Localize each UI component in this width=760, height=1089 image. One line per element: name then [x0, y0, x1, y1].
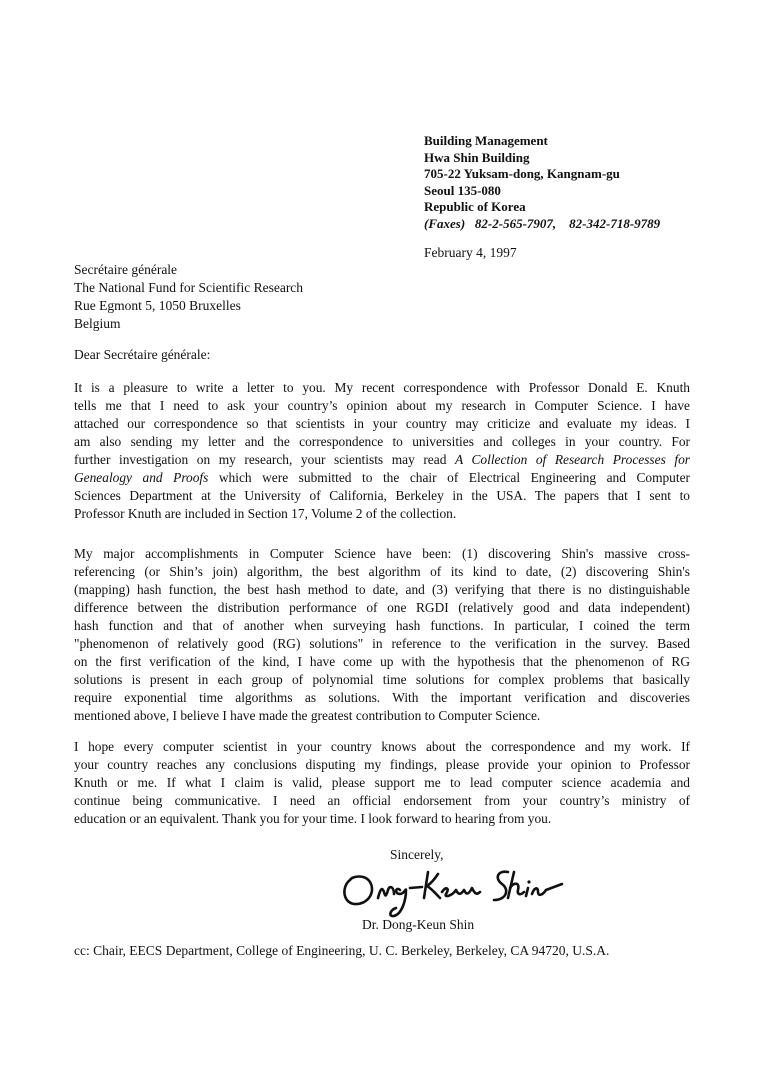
sender-line-2: Hwa Shin Building	[424, 149, 530, 165]
paragraph-line: education or an equivalent. Thank you for your time. I look forward to hearing from you.	[74, 811, 552, 826]
body-paragraph-3	[74, 738, 690, 828]
sender-address-block	[424, 133, 660, 232]
body-paragraph-1	[74, 379, 690, 523]
paragraph-line: attached our correspondence so that scientists in your country may criticize and evaluate my ideas. I	[74, 416, 690, 431]
paragraph-line: difference between the distribution performance of one RGDI (relatively good and data independent)	[74, 600, 690, 615]
paragraph-line: Knuth or me. If what I claim is valid, please support me to lead computer science academia and	[74, 775, 690, 790]
paragraph-line: on the first verification of the kind, I have come up with the hypothesis that the phenomenon of RG	[74, 654, 690, 669]
paragraph-line	[74, 451, 690, 469]
sender-line-5: Republic of Korea	[424, 199, 526, 214]
paragraph-line: tells me that I need to ask your country’s opinion about my research in Computer Science. I have	[74, 398, 690, 413]
paragraph-line: Sciences Department at the University of California, Berkeley in the USA. The papers that I sent to	[74, 488, 690, 503]
recipient-line-4: Belgium	[74, 316, 121, 331]
paragraph-line: require exponential time algorithms as solutions. With the important verification and discoveries	[74, 690, 690, 705]
paragraph-line: am also sending my letter and the correspondence to universities and colleges in your country. For	[74, 434, 690, 449]
signer-name: Dr. Dong-Keun Shin	[362, 917, 475, 932]
sender-line-3: 705-22 Yuksam-dong, Kangnam-gu	[424, 166, 620, 181]
paragraph-line: It is a pleasure to write a letter to you. My recent correspondence with Professor Donald E. Knuth	[74, 380, 690, 395]
recipient-address-block	[74, 261, 303, 333]
recipient-line-3: Rue Egmont 5, 1050 Bruxelles	[74, 298, 241, 313]
paragraph-line	[74, 469, 690, 487]
fax-label: (Faxes)	[424, 215, 466, 231]
paragraph-line: Professor Knuth are included in Section 17, Volume 2 of the collection.	[74, 506, 457, 521]
sender-line-4: Seoul 135-080	[424, 182, 501, 198]
closing: Sincerely,	[390, 847, 444, 862]
paragraph-text: which were submitted to the chair of Electrical Engineering and Computer	[208, 470, 691, 485]
letter-date: February 4, 1997	[424, 245, 517, 260]
paragraph-line: "phenomenon of relatively good (RG) solutions" in reference to the verification in the survey. Based	[74, 636, 690, 651]
paragraph-line: I hope every computer scientist in your country knows about the correspondence and my work. If	[74, 739, 690, 754]
recipient-line-2: The National Fund for Scientific Research	[74, 280, 304, 295]
book-title: Genealogy and Proofs	[74, 470, 209, 485]
paragraph-line: your country reaches any conclusions disputing my findings, please provide your opinion to Professor	[74, 757, 690, 772]
sender-fax-line	[424, 216, 660, 233]
paragraph-line: hash function and that of another when surveying hash functions. In particular, I coined the term	[74, 618, 690, 633]
paragraph-text: further investigation on my research, your scientists may read	[74, 452, 455, 467]
body-paragraph-2	[74, 545, 690, 725]
paragraph-line: mentioned above, I believe I have made the greatest contribution to Computer Science.	[74, 708, 541, 723]
paragraph-line: continue being communicative. I need an official endorsement from your country’s ministry of	[74, 793, 690, 808]
fax-number-2: 82-342-718-9789	[569, 215, 661, 231]
cc-line: cc: Chair, EECS Department, College of Engineering, U. C. Berkeley, Berkeley, CA 94720, U.S.A.	[74, 943, 610, 958]
sender-line-1: Building Management	[424, 133, 548, 148]
paragraph-line: referencing (or Shin’s join) algorithm, the best algorithm of its kind to date, (2) discovering Shin's	[74, 564, 690, 579]
fax-number-1: 82-2-565-7907,	[474, 215, 557, 231]
handwritten-signature	[338, 858, 578, 920]
paragraph-line: (mapping) hash function, the best hash method to date, and (3) verifying that there is no distinguishable	[74, 582, 690, 597]
paragraph-line: solutions is present in each group of polynomial time solutions for complex problems that basically	[74, 672, 690, 687]
salutation: Dear Secrétaire générale:	[74, 347, 211, 362]
book-title: A Collection of Research Processes for	[454, 452, 690, 467]
recipient-line-1: Secrétaire générale	[74, 262, 178, 277]
paragraph-line: My major accomplishments in Computer Science have been: (1) discovering Shin's massive cross-	[74, 546, 690, 561]
